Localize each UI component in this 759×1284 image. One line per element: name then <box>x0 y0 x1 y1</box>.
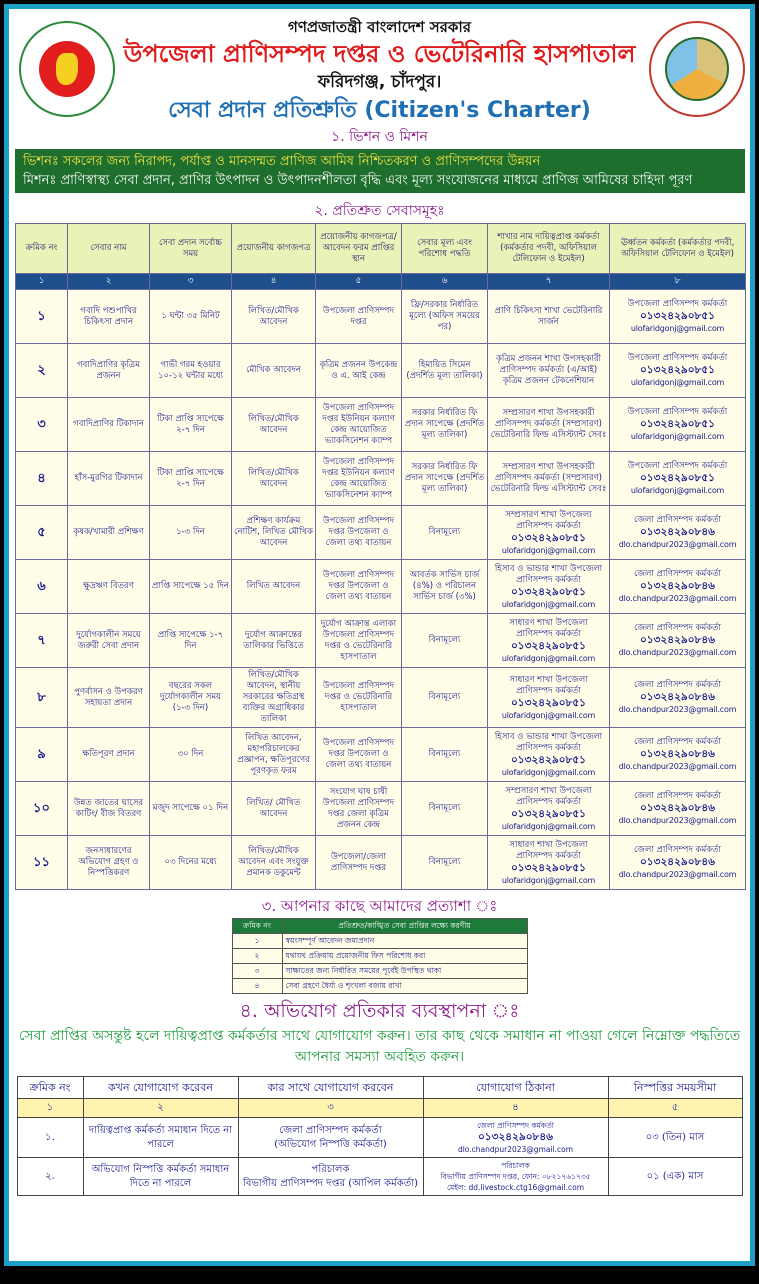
branch-phone: ০১৩২৪২৯০৮৫১ <box>510 753 586 766</box>
section3-heading: ৩. আপনার কাছে আমাদের প্রত্যাশা ঃ <box>261 897 498 915</box>
livestock-department-logo <box>649 21 745 117</box>
service-docs: লিখিত/মৌখিক আবেদন, স্থানীয় সরকারের ক্ষতিগ্রস্থ ব্যক্তির অগ্রাধিকার তালিকা <box>232 668 316 728</box>
branch-officer-cell <box>488 668 610 728</box>
service-docs: লিখিত/মৌখিক আবেদন এবং সংযুক্ত প্রমানক ডকুমেন্ট <box>232 836 316 890</box>
when-to-contact: দায়িত্বপ্রাপ্ত কর্মকর্তা সমাধান দিতে না পারলে <box>83 1118 238 1158</box>
table-row <box>16 728 746 782</box>
branch-name: সম্প্রসারণ শাখা উপজেলা প্রাণিসম্পদ কর্মকর্তা <box>505 509 592 531</box>
table-row <box>16 452 746 506</box>
column-number: ৩ <box>238 1099 423 1118</box>
branch-phone: ০১৩২৪২৯০৮৫১ <box>510 696 586 709</box>
supervisor-title: জেলা প্রাণিসম্পদ কর্মকর্তা <box>633 845 722 855</box>
supervisor-title: জেলা প্রাণিসম্পদ কর্মকর্তা <box>633 569 722 579</box>
table-row <box>16 560 746 614</box>
government-name: গণপ্রজাতন্ত্রী বাংলাদেশ সরকার <box>288 18 471 36</box>
service-name: পুণর্বাসন ও উপকরণ সহায়তা প্রদান <box>68 668 150 728</box>
supervisor-email: dlo.chandpur2023@gmail.com <box>618 705 737 714</box>
expectations-table <box>232 918 528 994</box>
table-row <box>16 344 746 398</box>
column-number: ৬ <box>402 274 488 290</box>
section2-heading: ২. প্রতিশ্রুত সেবাসমূহঃ <box>314 203 445 219</box>
expectation-text: যথাযথ প্রক্রিয়ায় প্রয়োজনীয় ফিস পরিশোধ করা <box>282 949 527 964</box>
service-docs: প্রশিক্ষণ কার্যক্রম নোটিশ, লিখিত মৌখিক আবেদন <box>232 506 316 560</box>
branch-officer-cell <box>488 398 610 452</box>
table-row <box>16 836 746 890</box>
table-row <box>232 934 527 949</box>
supervisor-phone: ০১৩২৪২৯০৮৪৬ <box>639 856 716 868</box>
service-fee: হিমায়িত সিমেন (প্রদর্শিত মূল্য তালিকা) <box>402 344 488 398</box>
supervisor-phone: ০১৩২৪২৯০৮৫১ <box>639 364 715 376</box>
column-header: প্রয়োজনীয় কাগজপত্র <box>232 224 316 274</box>
contact-title: পরিচালক <box>311 1163 350 1175</box>
supervisor-phone: ০১৩২৪২৯০৮৪৬ <box>639 691 716 703</box>
branch-officer-cell <box>488 782 610 836</box>
supervisor-cell <box>610 728 746 782</box>
service-place: উপজেলা প্রাণিসম্পদ দপ্তর ইউনিয়ন কল্যাণ কেন্দ্র আয়োজিত ভ্যাকসিনেশন ক্যাম্প <box>316 398 402 452</box>
bangladesh-govt-seal-logo <box>19 21 115 117</box>
service-docs: লিখিত আবেদন, মহাপরিচালকের প্রজ্ঞাপন, ক্ষতিপূরণের পূরণকৃত ফরম <box>232 728 316 782</box>
branch-officer-cell <box>488 452 610 506</box>
supervisor-email: ulofaridgonj@gmail.com <box>630 486 725 495</box>
service-fee: বিনামূল্যে <box>402 506 488 560</box>
serial-number: ৫ <box>16 506 68 560</box>
table-row <box>16 398 746 452</box>
service-docs: দুর্যোগ আক্রান্তের তালিকার ভিত্তিতে <box>232 614 316 668</box>
section4-heading: ৪. অভিযোগ প্রতিকার ব্যবস্থাপনা ঃ <box>239 1000 520 1022</box>
branch-phone: ০১৩২৪২৯০৮৫১ <box>510 861 586 874</box>
service-time: ১ ঘন্টা ৩৫ মিনিট <box>150 290 232 344</box>
contact-role: বিভাগীয় প্রাণিসম্পদ দপ্তর (আপিল কর্মকর্তা) <box>242 1177 418 1189</box>
table-row <box>232 979 527 994</box>
expectation-text: সাক্ষাতের জন্য নির্ধারিত সময়ের পূর্বেই উপস্থিত থাকা <box>282 964 527 979</box>
column-header: কখন যোগাযোগ করেবন <box>83 1077 238 1099</box>
vision-mission-banner <box>15 149 745 193</box>
citizen-charter-page <box>9 9 750 1261</box>
contact-title: জেলা প্রাণিসম্পদ কর্মকর্তা <box>279 1124 382 1136</box>
supervisor-cell <box>610 290 746 344</box>
service-time: প্রাপ্তি সাপেক্ষে ১৫ দিন <box>150 560 232 614</box>
when-to-contact: অভিযোগ নিস্পত্তি কর্মকর্তা সমাধান দিতে না পারলে <box>83 1158 238 1196</box>
address-line: dlo.chandpur2023@gmail.com <box>457 1145 574 1154</box>
serial-number: ৩ <box>232 964 282 979</box>
service-place: উপজেলা প্রাণিসম্পদ দপ্তর উপজেলা ও জেলা তথ্য বাতায়ন <box>316 560 402 614</box>
column-number: ৫ <box>316 274 402 290</box>
supervisor-email: dlo.chandpur2023@gmail.com <box>618 648 737 657</box>
branch-name: সাধারণ শাখা উপজেলা প্রাণিসম্পদ কর্মকর্তা <box>509 674 588 696</box>
branch-email: ulofaridgonj@gmail.com <box>501 710 596 720</box>
supervisor-cell <box>610 836 746 890</box>
service-time: ০৩ দিনের মধ্যে <box>150 836 232 890</box>
branch-officer-cell <box>488 836 610 890</box>
column-header: সেবার নাম <box>68 224 150 274</box>
supervisor-email: ulofaridgonj@gmail.com <box>630 324 725 333</box>
column-number: ২ <box>68 274 150 290</box>
supervisor-title: জেলা প্রাণিসম্পদ কর্মকর্তা <box>633 680 722 690</box>
supervisor-phone: ০১৩২৪২৯০৮৪৬ <box>639 580 716 592</box>
column-header: নিস্পত্তির সময়সীমা <box>608 1077 742 1099</box>
service-name: গবাদিপ্রাণির কৃত্রিম প্রজনন <box>68 344 150 398</box>
column-header: ক্রমিক নং <box>16 224 68 274</box>
table-row <box>16 506 746 560</box>
expectation-text: স্বয়ংসম্পূর্ণ আবেদন জমাপ্রদান <box>282 934 527 949</box>
branch-officer-cell <box>488 290 610 344</box>
service-time: বছরের সকল দুর্যোগকালীন সময় (১-৩ দিন) <box>150 668 232 728</box>
branch-email: ulofaridgonj@gmail.com <box>501 653 596 663</box>
service-fee: সরকার নির্ধারিত ফি প্রদান সাপেক্ষে (প্রদর্শিত মূল্য তালিকা) <box>402 398 488 452</box>
mission-text: মিশনঃ প্রাণিস্বাস্থ্য সেবা প্রদান, প্রাণির উৎপাদন ও উৎপাদনশীলতা বৃদ্ধি এবং মূল্য সংযোজনের মাধ্যমে প্রাণিজ আমিষের চাহিদা পূরণ <box>23 173 693 188</box>
branch-name: সাধারণ শাখা উপজেলা প্রাণিসম্পদ কর্মকর্তা <box>509 839 588 861</box>
branch-name: কৃত্রিম প্রজনন শাখা উপসহকারী প্রাণিসম্পদ কর্মকর্তা (এ/আই) কৃত্রিম প্রজনন টেকনেশিয়ান <box>495 354 602 386</box>
branch-name: হিসাব ও ভান্ডার শাখা উপজেলা প্রাণিসম্পদ কর্মকর্তা <box>494 563 603 585</box>
table-row <box>16 290 746 344</box>
column-number: ১ <box>17 1099 83 1118</box>
contact-address <box>423 1118 608 1158</box>
column-number: ৮ <box>610 274 746 290</box>
table-row <box>232 949 527 964</box>
service-fee: বিনামূল্যে <box>402 668 488 728</box>
service-fee: আবর্তক সার্ভিস চার্জ (৪%) ও পরিচালন সার্ভিস চার্জ (৩%) <box>402 560 488 614</box>
supervisor-email: ulofaridgonj@gmail.com <box>630 378 725 387</box>
service-fee: সরকার নির্ধারিত ফি প্রদান সাপেক্ষে (প্রদর্শিত মূল্য তালিকা) <box>402 452 488 506</box>
supervisor-phone: ০১৩২৪২৯০৮৫১ <box>639 472 715 484</box>
supervisor-email: dlo.chandpur2023@gmail.com <box>618 540 737 549</box>
service-name: দুর্যোগকালীন সময়ে জরুরী সেবা প্রদান <box>68 614 150 668</box>
branch-officer-cell <box>488 560 610 614</box>
column-header: সেবা প্রদান সর্বোচ্চ সময় <box>150 224 232 274</box>
branch-name: সম্প্রসারণ শাখা উপসহকারী প্রাণিসম্পদ কর্মকর্তা (সম্প্রসারণ) ভেটেরিনারি ফিল্ড এসিস্ট্যান্ট সেবঃ <box>490 462 607 494</box>
table-row <box>17 1158 742 1196</box>
branch-officer-cell <box>488 506 610 560</box>
service-time: ১-৩ দিন <box>150 506 232 560</box>
service-docs: লিখিত/মৌখিক আবেদন <box>232 398 316 452</box>
service-docs: লিখিত/মৌখিক আবেদন <box>232 290 316 344</box>
service-time: মজুদ সাপেক্ষে ০১ দিন <box>150 782 232 836</box>
vision-text: ভিশনঃ সকলের জন্য নিরাপদ, পর্যাপ্ত ও মানসম্মত প্রাণিজ আমিষ নিশ্চিতকরণ ও প্রাণিসম্পদের উন্নয়ন <box>23 154 541 169</box>
supervisor-cell <box>610 668 746 728</box>
supervisor-title: উপজেলা প্রাণিসম্পদ কর্মকর্তা <box>627 407 728 417</box>
address-line: পরিচালক <box>501 1161 530 1170</box>
column-number: ৩ <box>150 274 232 290</box>
supervisor-email: dlo.chandpur2023@gmail.com <box>618 816 737 825</box>
supervisor-cell <box>610 398 746 452</box>
supervisor-phone: ০১৩২৪২৯০৮৪৬ <box>639 802 716 814</box>
serial-number: ২ <box>16 344 68 398</box>
branch-email: ulofaridgonj@gmail.com <box>501 599 596 609</box>
supervisor-phone: ০১৩২৪২৯০৮৪৬ <box>639 526 716 538</box>
column-number: ৫ <box>608 1099 742 1118</box>
supervisor-cell <box>610 344 746 398</box>
service-place: উপজেলা প্রাণিসম্পদ দপ্তর <box>316 290 402 344</box>
serial-number: ৪ <box>232 979 282 994</box>
supervisor-title: উপজেলা প্রাণিসম্পদ কর্মকর্তা <box>627 461 728 471</box>
service-name: ক্ষতিপূরণ প্রদান <box>68 728 150 782</box>
supervisor-email: dlo.chandpur2023@gmail.com <box>618 762 737 771</box>
branch-email: ulofaridgonj@gmail.com <box>501 767 596 777</box>
column-number: ৪ <box>232 274 316 290</box>
section1-heading: ১. ভিশন ও মিশন <box>331 129 428 145</box>
service-place: উপজেলা/জেলা প্রাণিসম্পদ দপ্তর <box>316 836 402 890</box>
serial-number: ১১ <box>16 836 68 890</box>
table-row <box>16 782 746 836</box>
service-fee: ফ্রি/সরকার নির্ধারিত মূল্যে (অফিস সময়ের পর) <box>402 290 488 344</box>
service-place: দুর্যোগ আক্রান্ত এলাকা উপজেলা প্রাণিসম্পদ দপ্তর ও ভেটেরিনারি হাসপাতাল <box>316 614 402 668</box>
branch-name: প্রাণি চিকিৎসা শাখা ভেটেরিনারি সার্জন <box>494 305 603 327</box>
branch-officer-cell <box>488 344 610 398</box>
services-table <box>15 223 746 890</box>
supervisor-phone: ০১৩২৪২৯০৮৫১ <box>639 418 715 430</box>
service-place: সংযোগ ঘাষ চাষী উপজেলা প্রাণিসম্পদ দপ্তর জেলা কৃত্রিম প্রজনন কেন্দ্র <box>316 782 402 836</box>
service-name: উন্নত জাতের ঘাসের কাটিং/ বীজ বিতরণ <box>68 782 150 836</box>
service-docs: লিখিত/মৌখিক আবেদন <box>232 452 316 506</box>
column-header: প্রয়োজনীয় কাগজপত্র/ আবেদন ফরম প্রাপ্তির স্থান <box>316 224 402 274</box>
supervisor-email: dlo.chandpur2023@gmail.com <box>618 594 737 603</box>
serial-number: ২. <box>17 1158 83 1196</box>
address-line: মেইল: dd.livestock.ctg16@gmail.com <box>446 1183 585 1192</box>
supervisor-cell <box>610 560 746 614</box>
supervisor-title: জেলা প্রাণিসম্পদ কর্মকর্তা <box>633 623 722 633</box>
column-number: ৪ <box>423 1099 608 1118</box>
branch-phone: ০১৩২৪২৯০৮৫১ <box>510 531 586 544</box>
resolution-time: ০১ (এক) মাস <box>608 1158 742 1196</box>
complaint-table <box>17 1076 743 1196</box>
table-row <box>17 1118 742 1158</box>
service-fee: বিনামূল্যে <box>402 728 488 782</box>
service-time: ৩০ দিন <box>150 728 232 782</box>
expectation-text: সেবা গ্রহণে ধৈর্য্য ও শৃংখলা বজায় রাখা <box>282 979 527 994</box>
service-fee: বিনামূল্যে <box>402 614 488 668</box>
serial-number: ১০ <box>16 782 68 836</box>
supervisor-phone: ০১৩২৪২৯০৮৫১ <box>639 310 715 322</box>
service-name: গবাদি পশুপাখির চিকিৎসা প্রদান <box>68 290 150 344</box>
service-docs: মৌখিক আবেদন <box>232 344 316 398</box>
column-number: ৭ <box>488 274 610 290</box>
resolution-time: ০৩ (তিন) মাস <box>608 1118 742 1158</box>
supervisor-title: উপজেলা প্রাণিসম্পদ কর্মকর্তা <box>627 299 728 309</box>
address-line: বিভাগীয় প্রাণিসম্পদ দপ্তর, ফোন: ০৮২১৭৬১৭৩৫ <box>440 1172 591 1181</box>
service-name: গবাদিপ্রাণির টিকাদান <box>68 398 150 452</box>
service-place: উপজেলা প্রাণিসম্পদ দপ্তর উপজেলা ও জেলা তথ্য বাতায়ন <box>316 506 402 560</box>
service-name: ক্ষুদ্রঋণ বিতরণ <box>68 560 150 614</box>
header-serial: ক্রমিক নং <box>232 919 282 934</box>
service-name: জনসাধারণের অভিযোগ গ্রহণ ও নিস্পত্তিকরণ <box>68 836 150 890</box>
supervisor-phone: ০১৩২৪২৯০৮৪৬ <box>639 748 716 760</box>
supervisor-title: জেলা প্রাণিসম্পদ কর্মকর্তা <box>633 791 722 801</box>
serial-number: ৪ <box>16 452 68 506</box>
column-number: ২ <box>83 1099 238 1118</box>
whom-to-contact <box>238 1118 423 1158</box>
column-header: সেবার মূল্য এবং পরিশোধ পদ্ধতি <box>402 224 488 274</box>
branch-email: ulofaridgonj@gmail.com <box>501 545 596 555</box>
serial-number: ৯ <box>16 728 68 782</box>
supervisor-email: ulofaridgonj@gmail.com <box>630 432 725 441</box>
supervisor-title: জেলা প্রাণিসম্পদ কর্মকর্তা <box>633 515 722 525</box>
branch-phone: ০১৩২৪২৯০৮৫১ <box>510 807 586 820</box>
service-name: হাঁস-মুরগির টিকাদান <box>68 452 150 506</box>
office-title: উপজেলা প্রাণিসম্পদ দপ্তর ও ভেটেরিনারি হাসপাতাল <box>123 40 636 68</box>
column-header: শাখার নাম দায়িত্বপ্রাপ্ত কর্মকর্তা (কর্মকর্তার পদবী, অফিসিয়াল টেলিফোন ও ইমেইল) <box>488 224 610 274</box>
branch-name: সাধারণ শাখা উপজেলা প্রাণিসম্পদ কর্মকর্তা <box>509 617 588 639</box>
service-time: টিকা প্রাপ্তি সাপেক্ষে ২-৭ দিন <box>150 452 232 506</box>
branch-email: ulofaridgonj@gmail.com <box>501 875 596 885</box>
page-header <box>119 17 640 93</box>
serial-number: ১. <box>17 1118 83 1158</box>
contact-address <box>423 1158 608 1196</box>
service-docs: লিখিত আবেদন <box>232 560 316 614</box>
complaint-instructions: সেবা প্রাপ্তির অসন্তুষ্ট হলে দায়িত্বপ্রাপ্ত কর্মকর্তার সাথে যোগাযোগ করুন। তার কাছ থেকে সমাধান না পাওয়া গেলে নিম্নোক্ত পদ্ধতিতে আপনার সমস্যা অবহিত করুন। <box>18 1028 741 1065</box>
service-time: টিকা প্রাপ্তি সাপেক্ষে ২-৭ দিন <box>150 398 232 452</box>
service-place: উপজেলা প্রাণিসম্পদ দপ্তর উপজেলা ও জেলা তথ্য বাতায়ন <box>316 728 402 782</box>
supervisor-cell <box>610 452 746 506</box>
branch-name: সম্প্রসারণ শাখা উপসহকারী প্রাণিসম্পদ কর্মকর্তা (সম্প্রসারণ) ভেটেরিনারি ফিল্ড এসিস্ট্যান্ট সেবঃ <box>490 408 607 440</box>
whom-to-contact <box>238 1158 423 1196</box>
supervisor-cell <box>610 506 746 560</box>
branch-email: ulofaridgonj@gmail.com <box>501 821 596 831</box>
supervisor-title: জেলা প্রাণিসম্পদ কর্মকর্তা <box>633 737 722 747</box>
serial-number: ৬ <box>16 560 68 614</box>
supervisor-cell <box>610 614 746 668</box>
serial-number: ৮ <box>16 668 68 728</box>
column-header: ঊর্ধ্বতন কর্মকর্তা (কর্মকর্তার পদবী, অফিসিয়াল টেলিফোন ও ইমেইল) <box>610 224 746 274</box>
serial-number: ২ <box>232 949 282 964</box>
service-name: কৃষক/খামারী প্রশিক্ষণ <box>68 506 150 560</box>
column-header: কার সাথে যোগাযোগ করবেন <box>238 1077 423 1099</box>
branch-name: হিসাব ও ভান্ডার শাখা উপজেলা প্রাণিসম্পদ কর্মকর্তা <box>494 731 603 753</box>
branch-phone: ০১৩২৪২৯০৮৫১ <box>510 585 586 598</box>
address-line: ০১৩২৪২৯০৮৪৬ <box>477 1131 554 1143</box>
column-header: যোগাযোগ ঠিকানা <box>423 1077 608 1099</box>
address-line: জেলা প্রাণিসম্পদ কর্মকর্তা <box>477 1121 554 1130</box>
branch-officer-cell <box>488 728 610 782</box>
service-fee: বিনামূল্যে <box>402 836 488 890</box>
serial-number: ৩ <box>16 398 68 452</box>
supervisor-phone: ০১৩২৪২৯০৮৪৬ <box>639 634 716 646</box>
service-time: গাভী গরম হওয়ার ১০-১২ ঘন্টার মধ্যে <box>150 344 232 398</box>
serial-number: ১ <box>232 934 282 949</box>
branch-officer-cell <box>488 614 610 668</box>
service-place: উপজেলা প্রাণিসম্পদ দপ্তর ও ভেটেরিনারি হাসপাতাল <box>316 668 402 728</box>
table-row <box>16 668 746 728</box>
column-header: ক্রমিক নং <box>17 1077 83 1099</box>
table-row <box>16 614 746 668</box>
branch-name: সম্প্রসারণ শাখা উপজেলা প্রাণিসম্পদ কর্মকর্তা <box>505 785 592 807</box>
office-location: ফরিদগঞ্জ, চাঁদপুর। <box>317 72 442 92</box>
service-place: উপজেলা প্রাণিসম্পদ দপ্তর ইউনিয়ন কল্যাণ কেন্দ্র আয়োজিত ভ্যাকসিনেশন ক্যাম্প <box>316 452 402 506</box>
supervisor-email: dlo.chandpur2023@gmail.com <box>618 870 737 879</box>
table-header-row <box>232 919 527 934</box>
service-fee: বিনামূল্যে <box>402 782 488 836</box>
serial-number: ৭ <box>16 614 68 668</box>
supervisor-title: উপজেলা প্রাণিসম্পদ কর্মকর্তা <box>627 353 728 363</box>
serial-number: ১ <box>16 290 68 344</box>
contact-role: (অভিযোগ নিস্পত্তি কর্মকর্তা) <box>274 1138 387 1150</box>
branch-phone: ০১৩২৪২৯০৮৫১ <box>510 639 586 652</box>
table-row <box>232 964 527 979</box>
supervisor-cell <box>610 782 746 836</box>
charter-title: সেবা প্রদান প্রতিশ্রুতি (Citizen's Charter) <box>168 98 591 123</box>
service-docs: লিখিত/ মৌখিত আবেদন <box>232 782 316 836</box>
service-place: কৃত্রিম প্রজনন উপকেন্দ্র ও এ. আই কেন্দ্র <box>316 344 402 398</box>
column-number: ১ <box>16 274 68 290</box>
page-frame <box>4 4 755 1266</box>
service-time: প্রাপ্তি সাপেক্ষে ১-৭ দিন <box>150 614 232 668</box>
header-item: প্রতিশ্রুত/কাঙ্খিত সেবা প্রাপ্তির লক্ষ্যে করণীয় <box>282 919 527 934</box>
